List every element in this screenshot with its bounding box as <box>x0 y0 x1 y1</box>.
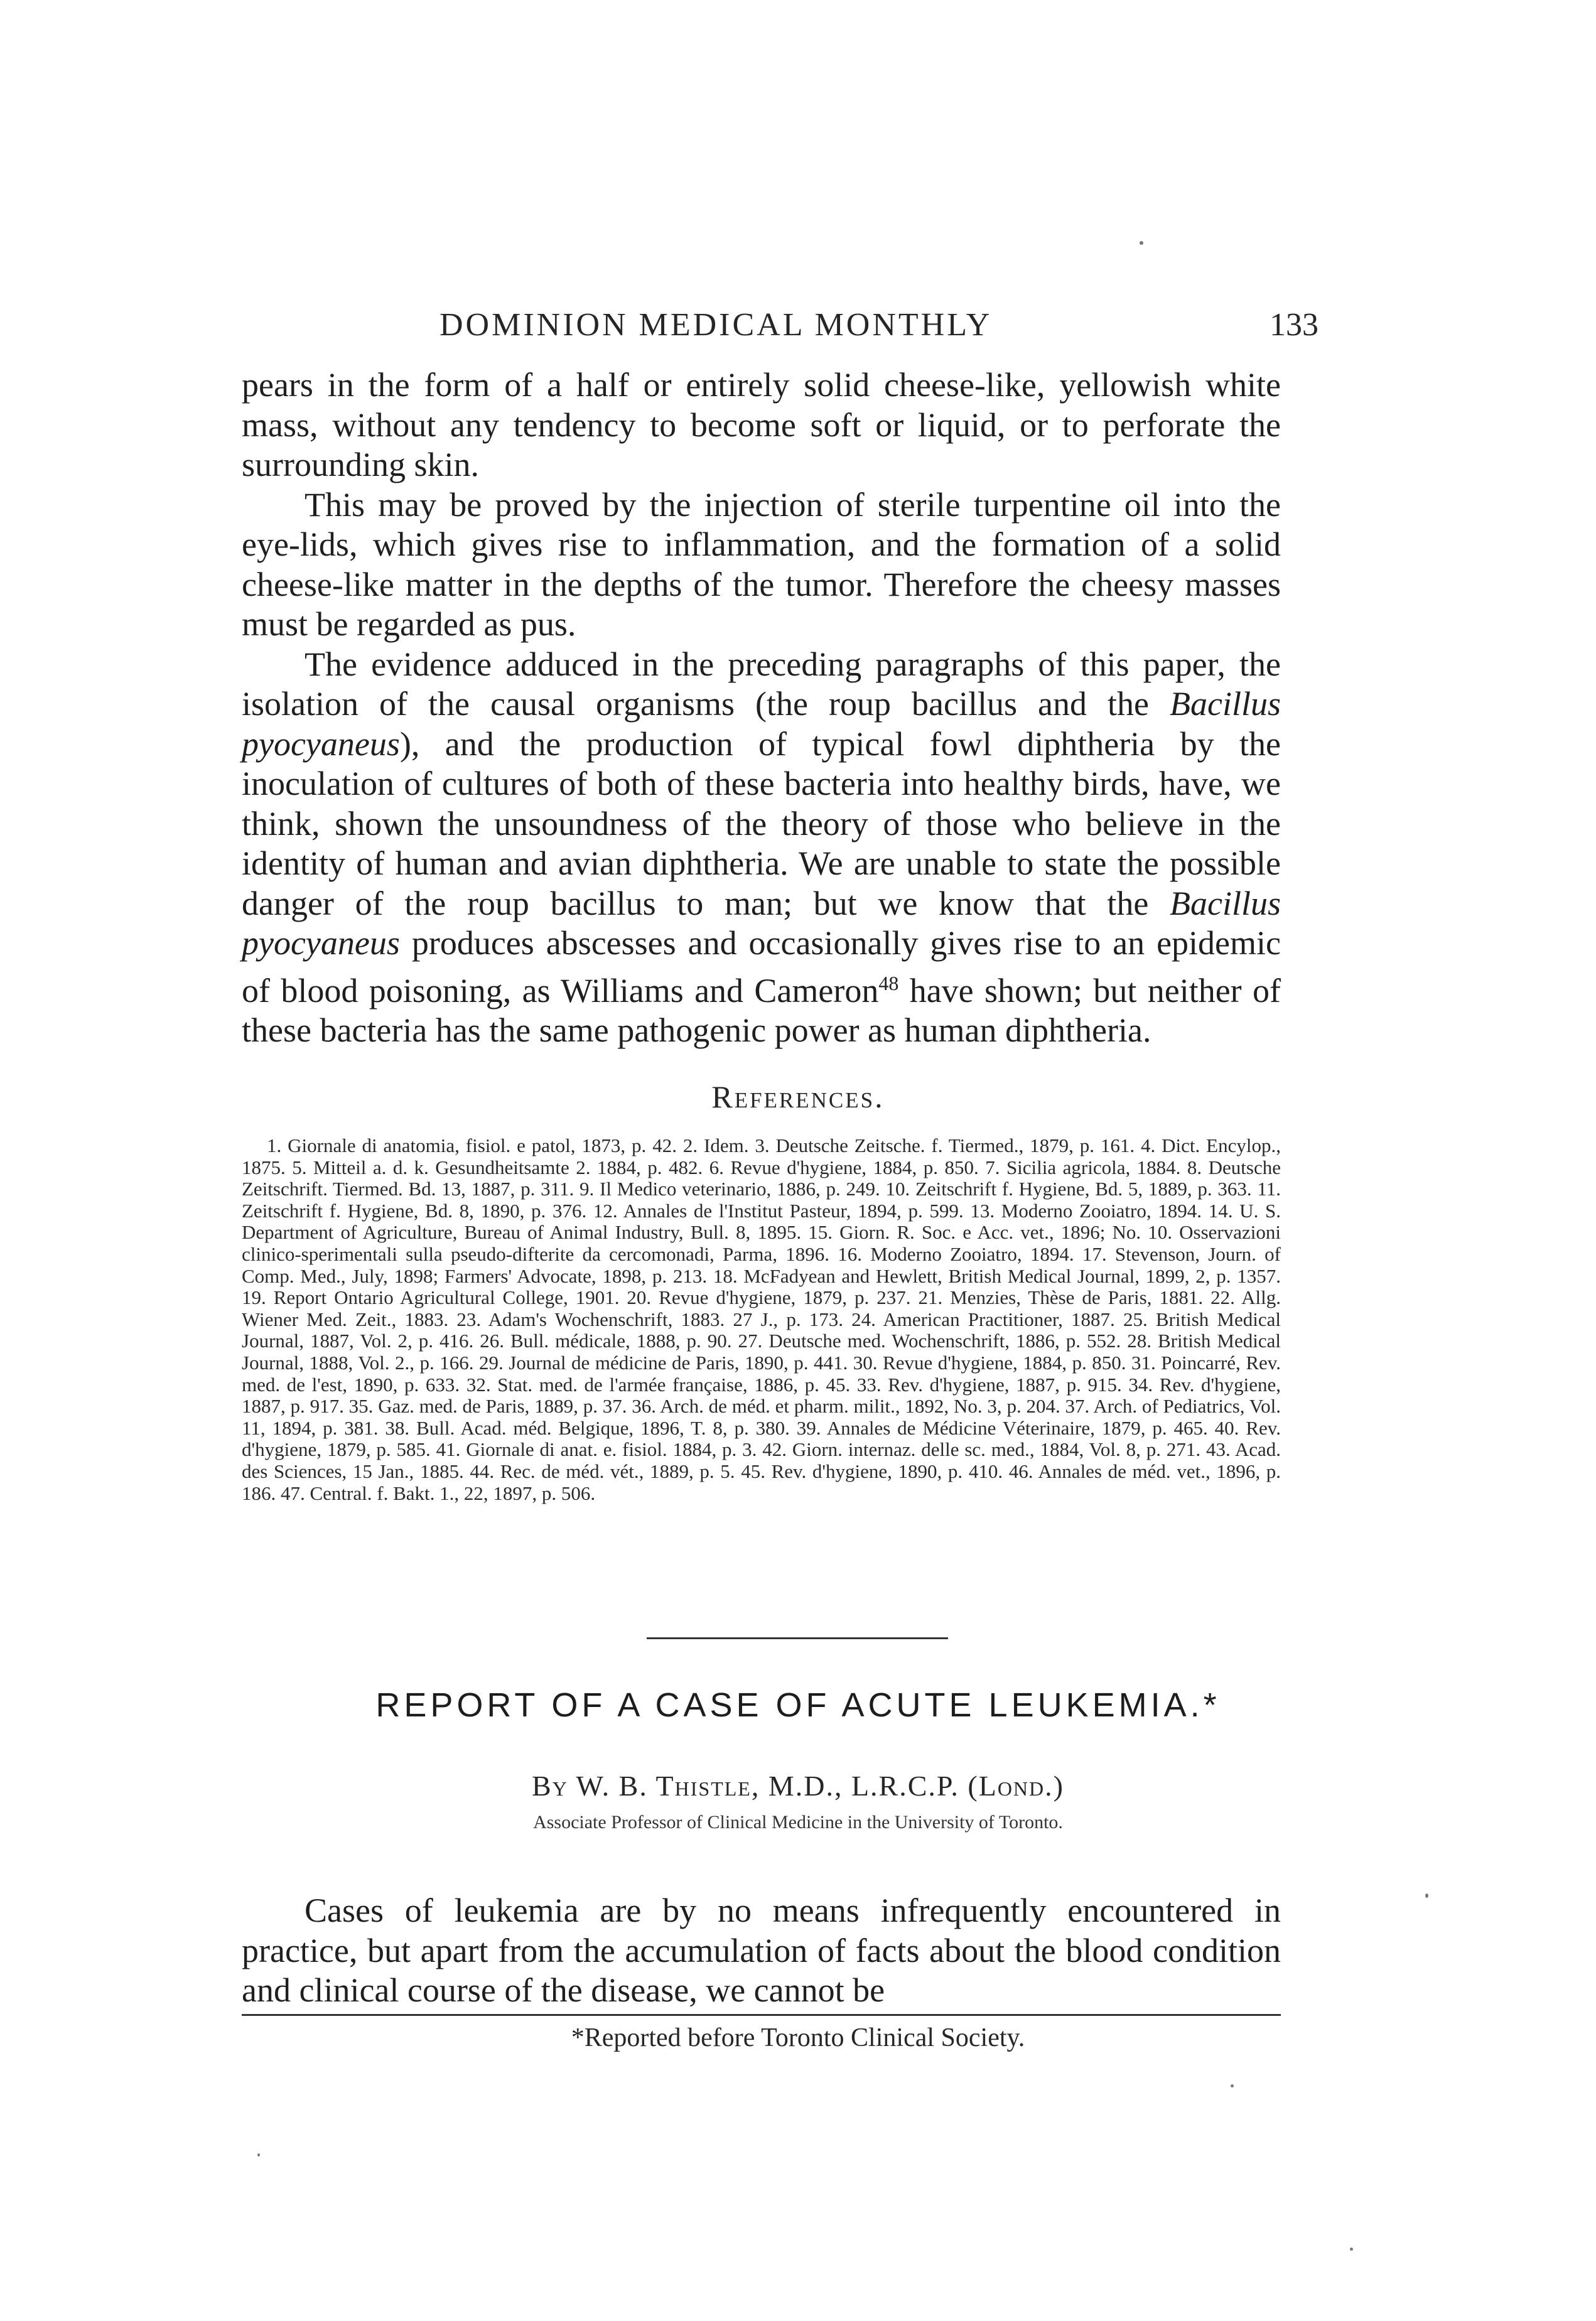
print-speck <box>1350 2248 1353 2251</box>
evidence-text-4: have shown; but neither of these bacteria has the same pathogenic power as human diphtheria. <box>242 971 1281 1049</box>
page-number: 133 <box>1270 307 1318 343</box>
turpentine-paragraph: This may be proved by the injection of sterile turpentine oil into the eye-lids, which gives rise to inflammation, and the formation of a solid cheese-like matter in the depths of the tumor. Therefore the cheesy masses must be regarded as pus. <box>242 485 1281 643</box>
article-lead <box>242 1891 1281 2011</box>
print-speck <box>1425 1893 1428 1898</box>
references-list: 1. Giornale di anatomia, fisiol. e patol, 1873, p. 42. 2. Idem. 3. Deutsche Zeitsche. f. Tiermed., 1879, p. 161. 4. Dict. Encylop., 1875. 5. Mitteil a. d. k. Gesundheitsamte 2. 1884, p. 482. 6. Revue d'hygiene, 1884, p. 850. 7. Sicilia agricola, 1884. 8. Deutsche Zeitschrift. Tiermed. Bd. 13, 1887, p. 311. 9. Il Medico veterinario, 1886, p. 249. 10. Zeitschrift f. Hygiene, Bd. 5, 1889, p. 363. 11. Zeitschrift f. Hygiene, Bd. 8, 1890, p. 376. 12. Annales de l'Institut Pasteur, 1894, p. 599. 13. Moderno Zooiatro, 1894. 14. U. S. Department of Agriculture, Bureau of Animal Industry, Bull. 8, 1895. 15. Giorn. R. Soc. e Acc. vet., 1896; No. 10. Osservazioni clinico-sperimentali sulla pseudo-difterite da cercomonadi, Parma, 1896. 16. Moderno Zooiatro, 1894. 17. Stevenson, Journ. of Comp. Med., July, 1898; Farmers' Advocate, 1898, p. 213. 18. McFadyean and Hewlett, British Medical Journal, 1899, 2, p. 1357. 19. Report Ontario Agricultural College, 1901. 20. Revue d'hygiene, 1879, p. 237. 21. Menzies, Thèse de Paris, 1881. 22. Allg. Wiener Med. Zeit., 1883. 23. Adam's Wochenschrift, 1883. 27 J., p. 173. 24. American Practitioner, 1887. 25. British Medical Journal, 1887, Vol. 2, p. 416. 26. Bull. médicale, 1888, p. 90. 27. Deutsche med. Wochenschrift, 1886, p. 552. 28. British Medical Journal, 1888, Vol. 2., p. 166. 29. Journal de médicine de Paris, 1890, p. 441. 30. Revue d'hygiene, 1884, p. 850. 31. Poincarré, Rev. med. de l'est, 1890, p. 633. 32. Stat. med. de l'armée française, 1886, p. 45. 33. Rev. d'hygiene, 1887, p. 915. 34. Rev. d'hygiene, 1887, p. 917. 35. Gaz. med. de Paris, 1889, p. 37. 36. Arch. de méd. et pharm. milit., 1892, No. 3, p. 204. 37. Arch. of Pediatrics, Vol. 11, 1894, p. 381. 38. Bull. Acad. méd. Belgique, 1896, T. 8, p. 380. 39. Annales de Médicine Véterinaire, 1879, p. 465. 40. Rev. d'hygiene, 1879, p. 585. 41. Giornale di anat. e. fisiol. 1884, p. 3. 42. Giorn. internaz. delle sc. med., 1884, Vol. 8, p. 271. 43. Acad. des Sciences, 15 Jan., 1885. 44. Rec. de méd. vét., 1889, p. 5. 45. Rev. d'hygiene, 1890, p. 410. 46. Annales de méd. vet., 1896, p. 186. 47. Central. f. Bakt. 1., 22, 1897, p. 506. <box>242 1134 1281 1504</box>
section-divider <box>647 1637 948 1639</box>
evidence-text-1: The evidence adduced in the preceding paragraphs of this paper, the isolation of the causal organisms (the roup bacillus and the <box>242 645 1281 723</box>
species-name: Bacillus pyocyaneus <box>242 884 1281 962</box>
references-heading: References. <box>711 1079 885 1114</box>
running-head <box>439 306 1318 357</box>
footnote-rule <box>242 2014 1281 2016</box>
species-name: Bacillus pyocyaneus <box>242 685 1281 763</box>
article-title: REPORT OF A CASE OF ACUTE LEUKEMIA.* <box>375 1686 1221 1724</box>
print-speck <box>1140 241 1143 245</box>
evidence-text-3: produces abscesses and occasionally gives rise to an epidemic of blood poisoning, as Williams and Cameron <box>242 924 1281 1010</box>
author-byline: By W. B. Thistle, M.D., L.R.C.P. (Lond.) <box>532 1770 1064 1802</box>
lead-paragraph: Cases of leukemia are by no means infrequently encountered in practice, but apart from the accumulation of facts about the blood condition and clinical course of the disease, we cannot be <box>242 1892 1281 2009</box>
citation-superscript: 48 <box>878 971 899 994</box>
author-affiliation: Associate Professor of Clinical Medicine in the University of Toronto. <box>533 1812 1063 1833</box>
print-speck <box>257 2153 260 2157</box>
print-speck <box>1231 2084 1234 2087</box>
continued-paragraph: pears in the form of a half or entirely solid cheese-like, yellowish white mass, without any tendency to become soft or liquid, or to perforate the surrounding skin. <box>242 366 1281 483</box>
evidence-paragraph <box>242 645 1281 1051</box>
continued-article-text <box>242 365 1281 1051</box>
evidence-text-2: ), and the production of typical fowl diphtheria by the inoculation of cultures of both of these bacteria into healthy birds, have, we think, shown the unsoundness of the theory of those who believe in the identity of human and avian diphtheria. We are unable to state the possible danger of the roup bacillus to man; but we know that the <box>242 724 1281 922</box>
journal-title: DOMINION MEDICAL MONTHLY <box>439 307 993 343</box>
footnote: *Reported before Toronto Clinical Society. <box>571 2023 1025 2052</box>
